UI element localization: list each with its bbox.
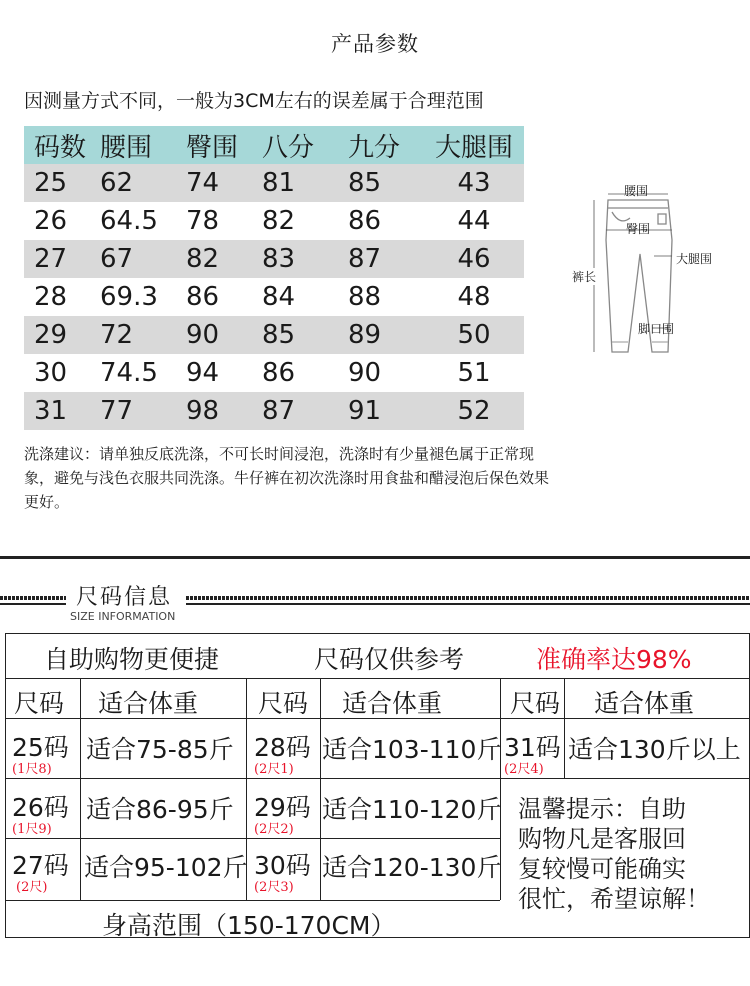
weight-cell: 适合130斤以上 <box>568 735 741 764</box>
size-cell: 30码 <box>254 851 311 880</box>
table-cell: 78 <box>186 206 220 236</box>
table-cell: 50 <box>457 320 491 350</box>
warm-tip <box>518 794 710 914</box>
table-cell: 88 <box>348 282 382 312</box>
table-cell: 74.5 <box>100 358 158 388</box>
table-row <box>24 240 524 278</box>
page-title: 产品参数 <box>331 32 419 56</box>
size-parameter-table <box>24 126 524 430</box>
label-thigh: 大腿围 <box>676 252 713 266</box>
table-cell: 51 <box>457 358 491 388</box>
table-cell: 84 <box>262 282 296 312</box>
table-cell: 69.3 <box>100 282 158 312</box>
tip-line: 复较慢可能确实 <box>518 855 686 883</box>
table-cell: 26 <box>34 206 68 236</box>
size-info-subtitle: SIZE INFORMATION <box>70 610 176 623</box>
table-row <box>24 278 524 316</box>
table-cell: 64.5 <box>100 206 158 236</box>
table-row <box>24 164 524 202</box>
tip-line: 购物凡是客服回 <box>518 825 686 853</box>
table-cell: 46 <box>457 244 491 274</box>
table-cell: 31 <box>34 396 68 426</box>
table-cell: 52 <box>457 396 491 426</box>
row-divider <box>6 678 750 679</box>
header-thigh: 大腿围 <box>434 132 513 163</box>
col-size-header: 尺码 <box>14 689 65 718</box>
table-cell: 43 <box>457 168 491 198</box>
waist-note: (2尺) <box>16 880 48 895</box>
table-cell: 82 <box>262 206 296 236</box>
table-cell: 81 <box>262 168 296 198</box>
row-divider <box>6 900 500 901</box>
table-header <box>24 126 524 164</box>
banner-left: 自助购物更便捷 <box>44 645 220 674</box>
table-cell: 29 <box>34 320 68 350</box>
weight-cell: 适合75-85斤 <box>86 735 234 764</box>
waist-note: (1尺8) <box>12 762 52 777</box>
table-cell: 90 <box>186 320 220 350</box>
label-hip: 臀围 <box>626 222 651 236</box>
row-divider <box>6 718 750 719</box>
col-divider <box>564 678 565 778</box>
size-weight-table <box>5 633 750 938</box>
col-weight-header: 适合体重 <box>342 689 443 718</box>
header-rule-right <box>186 603 750 605</box>
wash-advice: 洗涤建议：请单独反底洗涤，不可长时间浸泡，洗涤时有少量褪色属于正常现象，避免与浅色衣服共同洗涤。牛仔裤在初次洗涤时用食盐和醋浸泡后保色效果更好。 <box>24 445 550 511</box>
table-cell: 86 <box>348 206 382 236</box>
size-cell: 25码 <box>12 733 69 762</box>
table-cell: 25 <box>34 168 68 198</box>
table-row <box>24 354 524 392</box>
table-cell: 67 <box>100 244 134 274</box>
height-range: 身高范围（150-170CM） <box>102 911 396 940</box>
table-cell: 30 <box>34 358 68 388</box>
row-divider <box>6 778 500 779</box>
label-waist: 腰围 <box>624 184 649 198</box>
waist-note: (2尺2) <box>254 822 294 837</box>
table-cell: 87 <box>262 396 296 426</box>
header-rule-left <box>0 603 66 605</box>
weight-cell: 适合103-110斤 <box>322 735 502 764</box>
table-cell: 77 <box>100 396 134 426</box>
header-rule-right <box>186 596 750 600</box>
table-row <box>24 316 524 354</box>
table-cell: 86 <box>262 358 296 388</box>
header-rule-left <box>0 596 66 600</box>
table-cell: 98 <box>186 396 220 426</box>
table-cell: 48 <box>457 282 491 312</box>
table-cell: 85 <box>262 320 296 350</box>
size-cell: 27码 <box>12 851 69 880</box>
table-row <box>24 392 524 430</box>
pants-measure-diagram <box>572 180 750 360</box>
table-row <box>24 202 524 240</box>
tip-line: 很忙，希望谅解！ <box>518 885 710 913</box>
label-hem: 脚口围 <box>638 322 675 336</box>
header-cropped: 八分 <box>262 132 315 163</box>
table-cell: 94 <box>186 358 220 388</box>
banner-mid: 尺码仅供参考 <box>314 645 465 674</box>
size-cell: 31码 <box>504 733 561 762</box>
weight-cell: 适合110-120斤 <box>322 795 502 824</box>
table-cell: 90 <box>348 358 382 388</box>
col-weight-header: 适合体重 <box>594 689 695 718</box>
measurement-note: 因测量方式不同，一般为3CM左右的误差属于合理范围 <box>24 90 484 112</box>
tip-line: 温馨提示：自助 <box>518 795 686 823</box>
size-cell: 29码 <box>254 793 311 822</box>
section-divider <box>0 556 750 559</box>
table-cell: 74 <box>186 168 220 198</box>
table-cell: 82 <box>186 244 220 274</box>
size-cell: 28码 <box>254 733 311 762</box>
size-cell: 26码 <box>12 793 69 822</box>
col-divider <box>80 678 81 900</box>
header-ninth: 九分 <box>348 132 401 163</box>
table-cell: 86 <box>186 282 220 312</box>
col-divider <box>320 678 321 900</box>
waist-note: (2尺3) <box>254 880 294 895</box>
table-cell: 85 <box>348 168 382 198</box>
weight-cell: 适合120-130斤 <box>322 853 502 882</box>
col-weight-header: 适合体重 <box>98 689 199 718</box>
table-cell: 89 <box>348 320 382 350</box>
table-cell: 44 <box>457 206 491 236</box>
row-divider <box>500 778 750 779</box>
header-waist: 腰围 <box>100 132 153 163</box>
table-cell: 83 <box>262 244 296 274</box>
size-info-title: 尺码信息 <box>76 585 173 610</box>
col-size-header: 尺码 <box>510 689 561 718</box>
table-cell: 62 <box>100 168 134 198</box>
table-cell: 91 <box>348 396 382 426</box>
banner-right: 准确率达98% <box>536 645 692 674</box>
row-divider <box>6 838 500 839</box>
table-cell: 72 <box>100 320 134 350</box>
weight-cell: 适合95-102斤 <box>84 853 248 882</box>
table-cell: 87 <box>348 244 382 274</box>
header-hip: 臀围 <box>186 132 239 163</box>
label-length: 裤长 <box>572 270 597 284</box>
waist-note: (2尺1) <box>254 762 294 777</box>
table-cell: 28 <box>34 282 68 312</box>
table-cell: 27 <box>34 244 68 274</box>
header-size: 码数 <box>34 132 87 163</box>
waist-note: (2尺4) <box>504 762 544 777</box>
weight-cell: 适合86-95斤 <box>86 795 234 824</box>
waist-note: (1尺9) <box>12 822 52 837</box>
col-size-header: 尺码 <box>258 689 309 718</box>
